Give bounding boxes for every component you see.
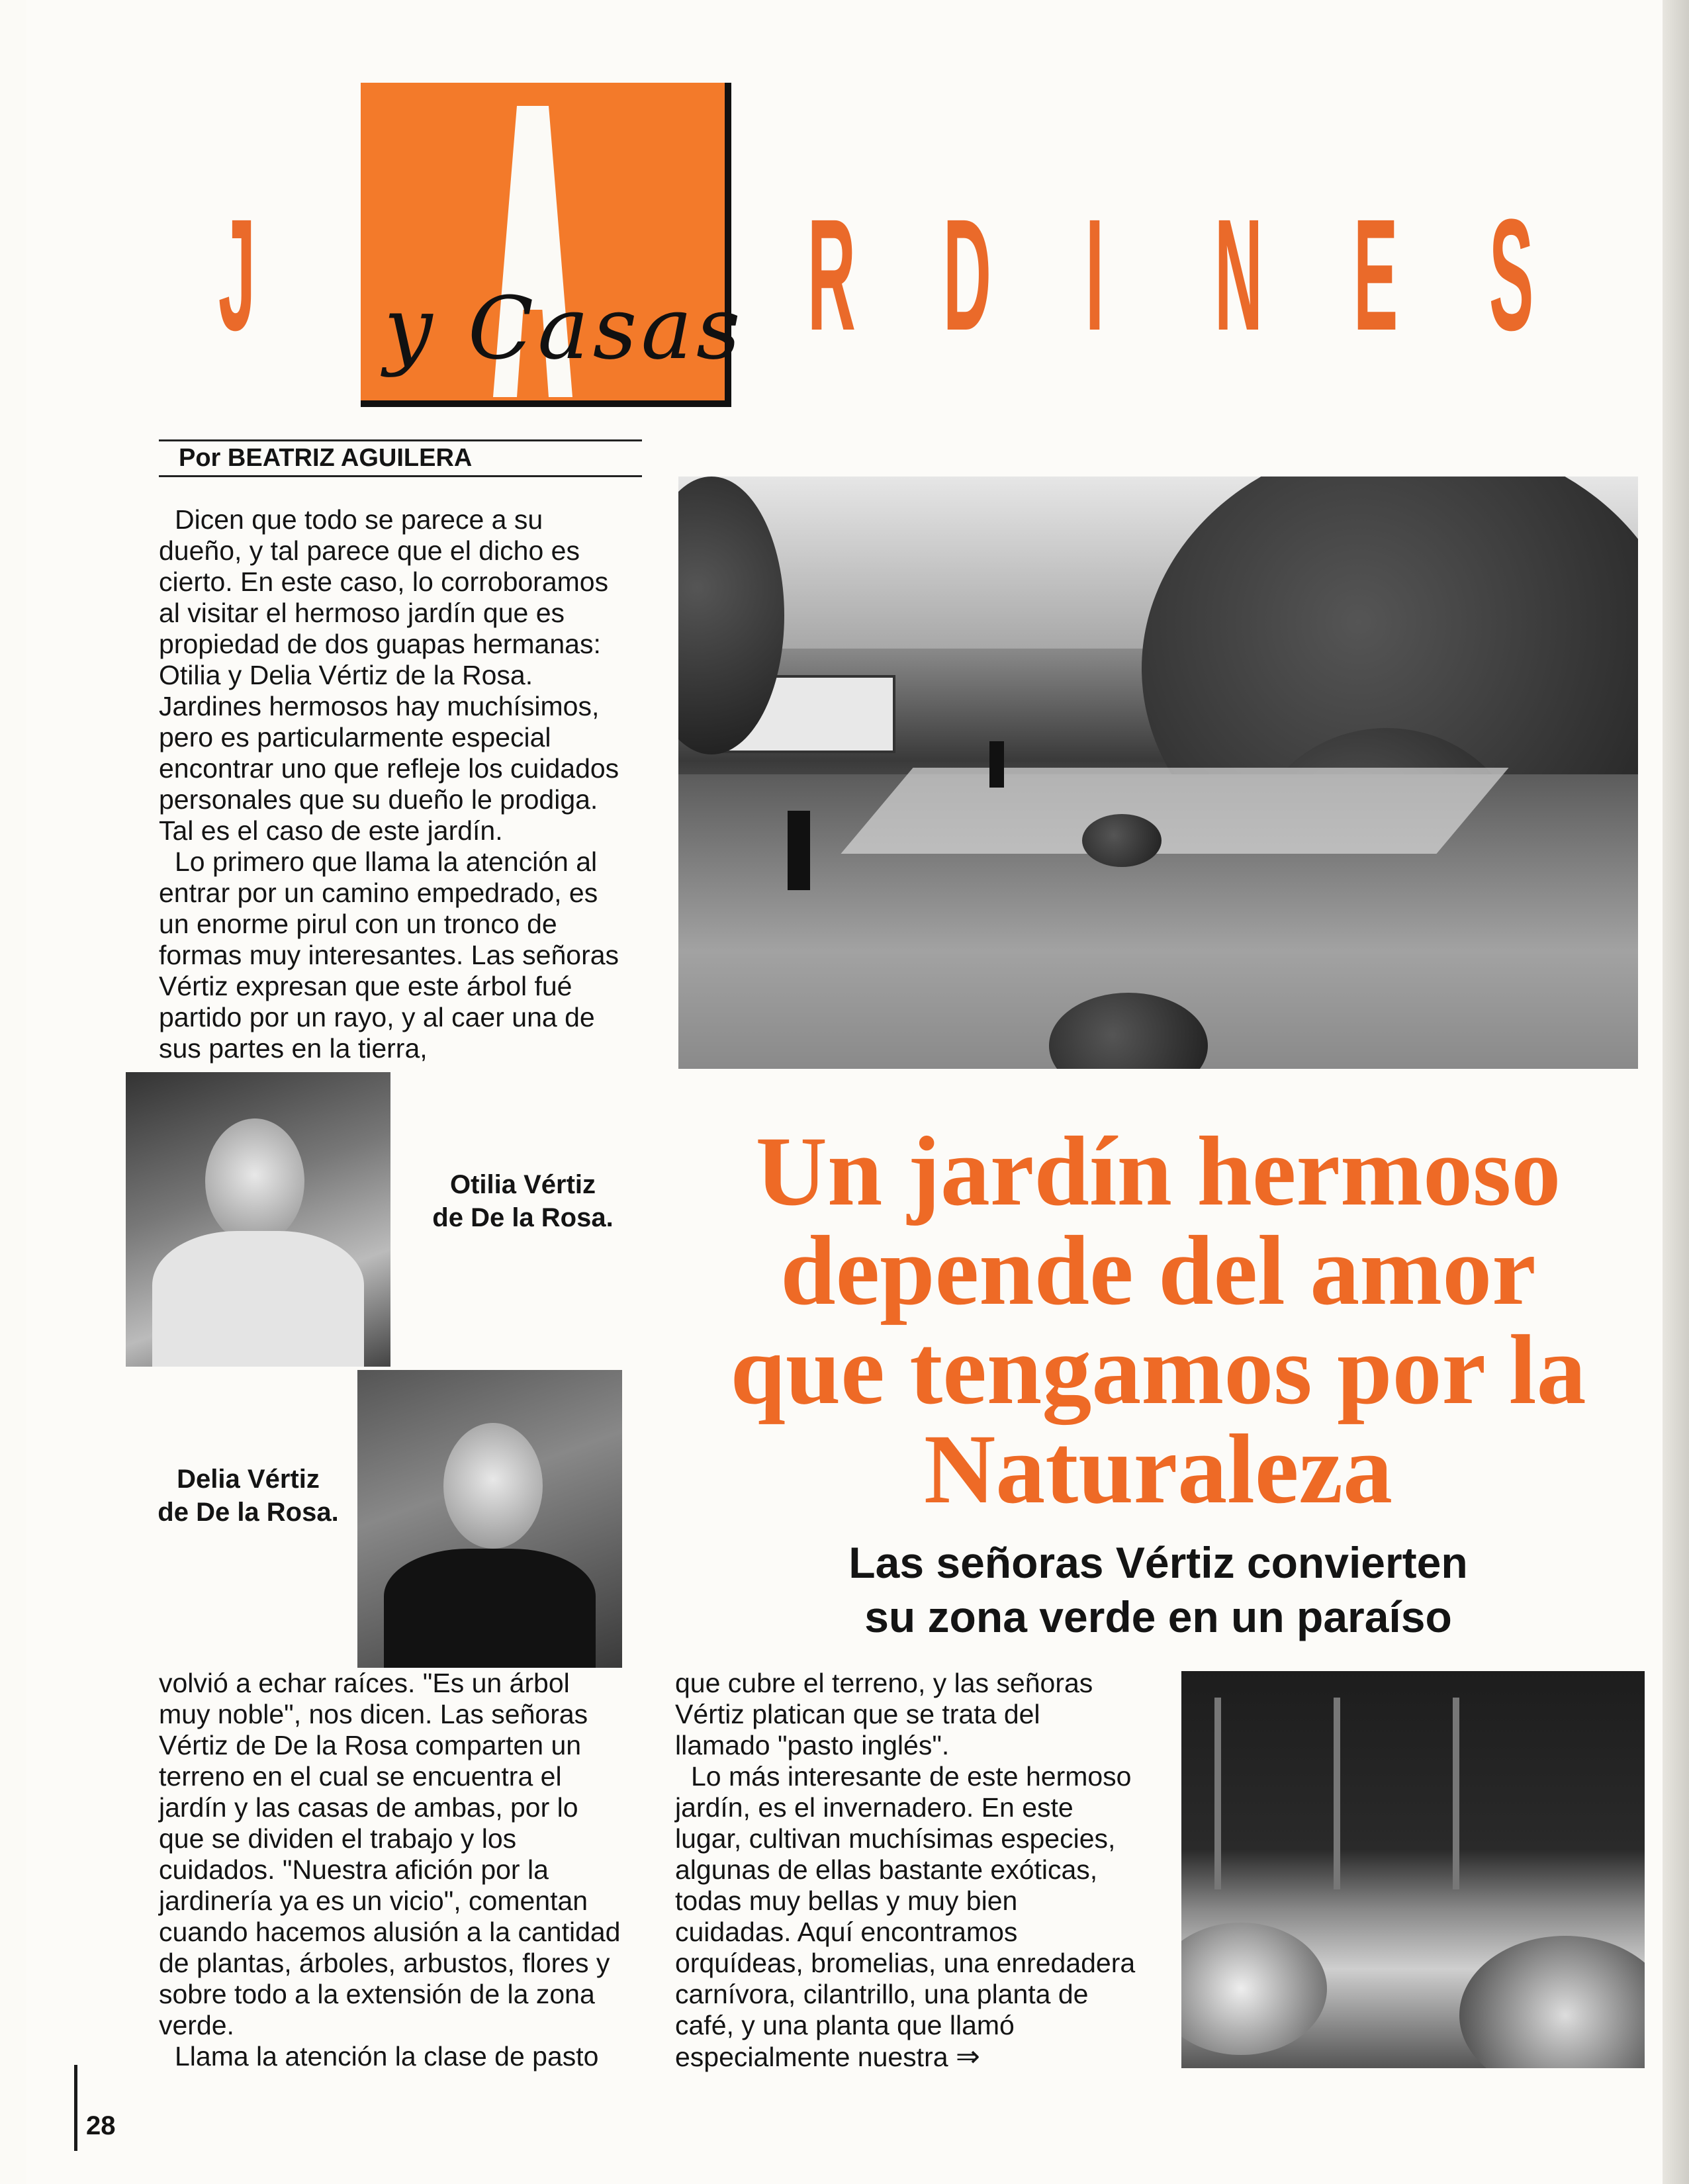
paragraph: volvió a echar raíces. "Es un árbol muy noble", nos dicen. Las señoras Vértiz de De la Rosa comparten un terreno en el cual se encuentra el jardín y las casas de ambas, por lo que se dividen el trabajo y los cuidados. "Nuestra afición por la jardinería ya es un vicio", comentan cuando hacemos alusión a la cantidad de plantas, árboles, arbustos, flores y sobre todo a la extensión de la zona verde. xyxy=(159,1668,621,2040)
article-column-2-bottom xyxy=(675,1668,1138,2073)
caption-otilia: Otilia Vértiz de De la Rosa. xyxy=(432,1170,614,1232)
subheadline: Las señoras Vértiz convierten su zona verde en un paraíso xyxy=(848,1538,1468,1641)
path-shape xyxy=(841,768,1508,854)
paragraph: Dicen que todo se parece a su dueño, y tal parece que el dicho es cierto. En este caso, lo corroboramos al visitar el hermoso jardín que es propiedad de dos guapas hermanas: Otilia y Delia Vértiz de la Rosa. Jardines hermosos hay muchísimos, pero es particularmente especial encontrar uno que refleje los cuidados personales que su dueño le prodiga. Tal es el caso de este jardín. xyxy=(159,504,619,846)
paragraph: Lo más interesante de este hermoso jardín, es el invernadero. En este lugar, cultivan muchísimas especies, algunas de ellas bastante exóticas, todas muy bellas y muy bien cuidadas. Aquí encontramos orquídeas, bromelias, una enredadera carnívora, cilantrillo, una planta de café, y una planta que llamó especialmente nuestra ⇒ xyxy=(675,1761,1136,2073)
paragraph: Lo primero que llama la atención al entrar por un camino empedrado, es un enorme pirul con un tronco de formas muy interesantes. Las señoras Vértiz expresan que este árbol fué partido por un rayo, y al caer una de sus partes en la tierra, xyxy=(159,846,619,1064)
article-column-1-top xyxy=(159,504,622,1064)
page-number: 28 xyxy=(86,2111,116,2140)
title-letter-j: J xyxy=(218,186,256,363)
headline: Un jardín hermoso depende del amor que tengamos por la Naturaleza xyxy=(730,1116,1586,1524)
caption-delia: Delia Vértiz de De la Rosa. xyxy=(158,1465,339,1527)
otilia-portrait-photo xyxy=(126,1072,390,1367)
greenhouse-photo xyxy=(1181,1671,1645,2068)
title-letter-e: E xyxy=(1353,186,1398,363)
title-letter-r: R xyxy=(807,186,856,363)
shrub-shape xyxy=(1082,814,1162,867)
title-letter-s: S xyxy=(1489,186,1534,363)
lamp-post xyxy=(989,741,1004,788)
page-spine xyxy=(1663,0,1689,2184)
delia-portrait-photo xyxy=(357,1370,622,1668)
byline: Por BEATRIZ AGUILERA xyxy=(159,439,642,477)
lamp-post xyxy=(788,811,810,890)
paragraph: Llama la atención la clase de pasto xyxy=(175,2041,599,2071)
title-letter-n: N xyxy=(1214,186,1263,363)
article-column-1-bottom xyxy=(159,1668,622,2072)
paragraph: que cubre el terreno, y las señoras Vértiz platican que se trata del llamado "pasto inglés". xyxy=(675,1668,1093,1760)
magazine-page xyxy=(26,0,1668,2184)
continue-arrow-icon: ⇒ xyxy=(955,2040,980,2073)
shrub-shape xyxy=(1459,1936,1645,2068)
title-script-y-casas: y Casas xyxy=(384,278,745,379)
title-letter-d: D xyxy=(943,186,991,363)
shrub-shape xyxy=(1181,1923,1327,2055)
garden-photo xyxy=(678,477,1638,1069)
page-number-bar xyxy=(74,2065,77,2151)
title-letter-i: I xyxy=(1085,186,1105,363)
